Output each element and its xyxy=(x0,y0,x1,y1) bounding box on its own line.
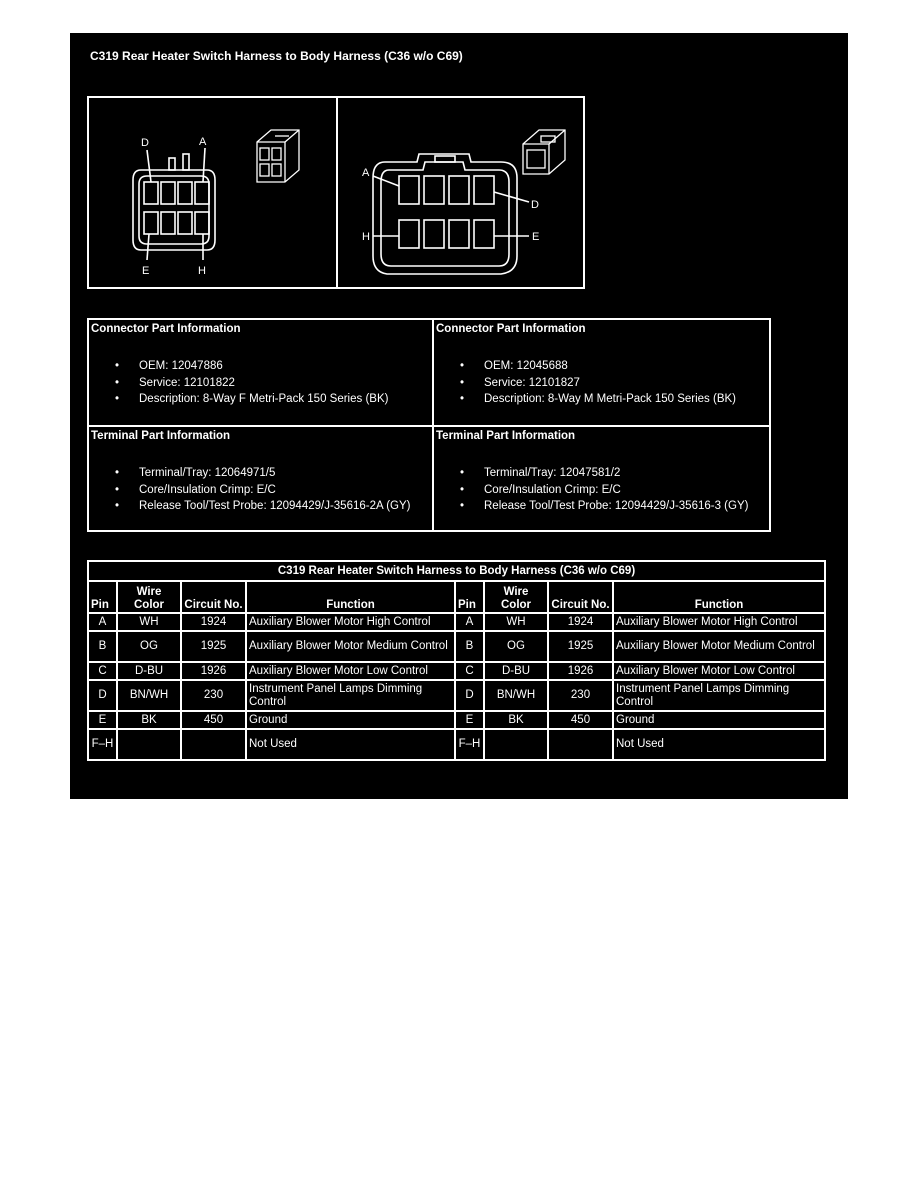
document-title: C319 Rear Heater Switch Harness to Body Harness (C36 w/o C69) xyxy=(90,49,463,63)
header-circuit-no: Circuit No. xyxy=(548,581,613,613)
header-circuit-no: Circuit No. xyxy=(181,581,246,613)
right-terminal-info xyxy=(434,427,769,530)
left-label-bottom-right: H xyxy=(198,265,206,277)
cell-function: Not Used xyxy=(613,729,825,760)
cell-circuit: 450 xyxy=(548,711,613,729)
cell-function: Auxiliary Blower Motor High Control xyxy=(246,613,455,631)
cell-pin: D xyxy=(455,680,484,711)
cell-function: Auxiliary Blower Motor High Control xyxy=(613,613,825,631)
cell-wire-color: WH xyxy=(117,613,181,631)
cell-function: Auxiliary Blower Motor Medium Control xyxy=(246,631,455,662)
cell-function: Ground xyxy=(613,711,825,729)
header-wire-color: Wire Color xyxy=(117,581,181,613)
table-row xyxy=(88,711,825,729)
cell-function: Auxiliary Blower Motor Medium Control xyxy=(613,631,825,662)
cell-wire-color xyxy=(117,729,181,760)
table-row xyxy=(88,680,825,711)
table-header-row xyxy=(88,581,825,613)
cell-function: Not Used xyxy=(246,729,455,760)
right-terminal-heading: Terminal Part Information xyxy=(436,430,576,442)
cell-pin: D xyxy=(88,680,117,711)
cell-wire-color: BK xyxy=(484,711,548,729)
cell-pin: F–H xyxy=(455,729,484,760)
right-terminal-list xyxy=(458,465,748,515)
cell-wire-color: OG xyxy=(117,631,181,662)
cell-pin: F–H xyxy=(88,729,117,760)
cell-wire-color: BK xyxy=(117,711,181,729)
cell-circuit: 230 xyxy=(548,680,613,711)
left-connector-list xyxy=(113,358,388,408)
left-terminal-heading: Terminal Part Information xyxy=(91,430,231,442)
right-connector-face xyxy=(373,154,529,274)
header-wire-color: Wire Color xyxy=(484,581,548,613)
left-connector-info xyxy=(89,320,432,425)
table-caption: C319 Rear Heater Switch Harness to Body Harness (C36 w/o C69) xyxy=(88,561,825,581)
right-label-lower-left: H xyxy=(362,231,370,243)
cell-pin: A xyxy=(455,613,484,631)
connector-diagram-box xyxy=(87,96,585,289)
table-row xyxy=(88,613,825,631)
left-label-top-left: D xyxy=(141,137,149,149)
cell-wire-color: BN/WH xyxy=(117,680,181,711)
list-item: • Description: 8-Way F Metri-Pack 150 Series (BK) xyxy=(115,393,389,405)
cell-wire-color: OG xyxy=(484,631,548,662)
cell-circuit xyxy=(181,729,246,760)
list-item: • Service: 12101827 xyxy=(460,376,580,389)
cell-function: Auxiliary Blower Motor Low Control xyxy=(613,662,825,680)
header-function: Function xyxy=(613,581,825,613)
list-item: • OEM: 12045688 xyxy=(460,360,568,372)
part-information-grid xyxy=(87,318,771,532)
left-connector-heading: Connector Part Information xyxy=(91,323,241,335)
left-terminal-list xyxy=(113,465,411,515)
left-label-top-right: A xyxy=(199,136,207,148)
header-pin: Pin xyxy=(455,581,484,613)
cell-circuit: 1924 xyxy=(181,613,246,631)
cell-wire-color: D-BU xyxy=(117,662,181,680)
list-item: • Service: 12101822 xyxy=(115,376,235,389)
cell-circuit: 1925 xyxy=(181,631,246,662)
cell-pin: E xyxy=(455,711,484,729)
list-item: • Core/Insulation Crimp: E/C xyxy=(460,483,621,496)
left-terminal-info xyxy=(89,427,432,530)
cell-wire-color: D-BU xyxy=(484,662,548,680)
header-pin: Pin xyxy=(88,581,117,613)
cell-pin: A xyxy=(88,613,117,631)
cell-circuit: 1924 xyxy=(548,613,613,631)
cell-pin: C xyxy=(455,662,484,680)
list-item: • Release Tool/Test Probe: 12094429/J-35616-3 (GY) xyxy=(460,500,749,512)
right-connector-info xyxy=(434,320,769,425)
cell-pin: E xyxy=(88,711,117,729)
cell-function: Ground xyxy=(246,711,455,729)
left-connector-face xyxy=(133,148,215,260)
pinout-table xyxy=(87,560,826,761)
list-item: • Release Tool/Test Probe: 12094429/J-35616-2A (GY) xyxy=(115,500,411,512)
document-panel xyxy=(70,33,848,799)
table-caption-row xyxy=(88,561,825,581)
table-row xyxy=(88,631,825,662)
header-function: Function xyxy=(246,581,455,613)
connector-diagrams xyxy=(89,98,583,287)
cell-circuit: 230 xyxy=(181,680,246,711)
table-row xyxy=(88,662,825,680)
list-item: • Core/Insulation Crimp: E/C xyxy=(115,483,276,496)
list-item: • Description: 8-Way M Metri-Pack 150 Series (BK) xyxy=(460,393,737,405)
left-connector-thumbnail xyxy=(257,130,299,182)
cell-circuit xyxy=(548,729,613,760)
right-label-lower-right: E xyxy=(532,231,540,243)
cell-function: Auxiliary Blower Motor Low Control xyxy=(246,662,455,680)
cell-circuit: 450 xyxy=(181,711,246,729)
left-label-bottom-left: E xyxy=(142,265,150,277)
cell-wire-color: WH xyxy=(484,613,548,631)
right-label-upper-right: D xyxy=(531,199,539,211)
table-row xyxy=(88,729,825,760)
right-connector-heading: Connector Part Information xyxy=(436,323,586,335)
cell-wire-color: BN/WH xyxy=(484,680,548,711)
list-item: • Terminal/Tray: 12047581/2 xyxy=(460,467,621,479)
cell-pin: B xyxy=(88,631,117,662)
right-connector-thumbnail xyxy=(523,130,565,174)
cell-pin: B xyxy=(455,631,484,662)
list-item: • OEM: 12047886 xyxy=(115,360,223,372)
right-connector-list xyxy=(458,358,736,408)
cell-circuit: 1925 xyxy=(548,631,613,662)
cell-function: Instrument Panel Lamps Dimming Control xyxy=(613,680,825,711)
cell-function: Instrument Panel Lamps Dimming Control xyxy=(246,680,455,711)
cell-circuit: 1926 xyxy=(548,662,613,680)
right-label-upper-left: A xyxy=(362,167,370,179)
list-item: • Terminal/Tray: 12064971/5 xyxy=(115,467,276,479)
cell-wire-color xyxy=(484,729,548,760)
cell-circuit: 1926 xyxy=(181,662,246,680)
cell-pin: C xyxy=(88,662,117,680)
